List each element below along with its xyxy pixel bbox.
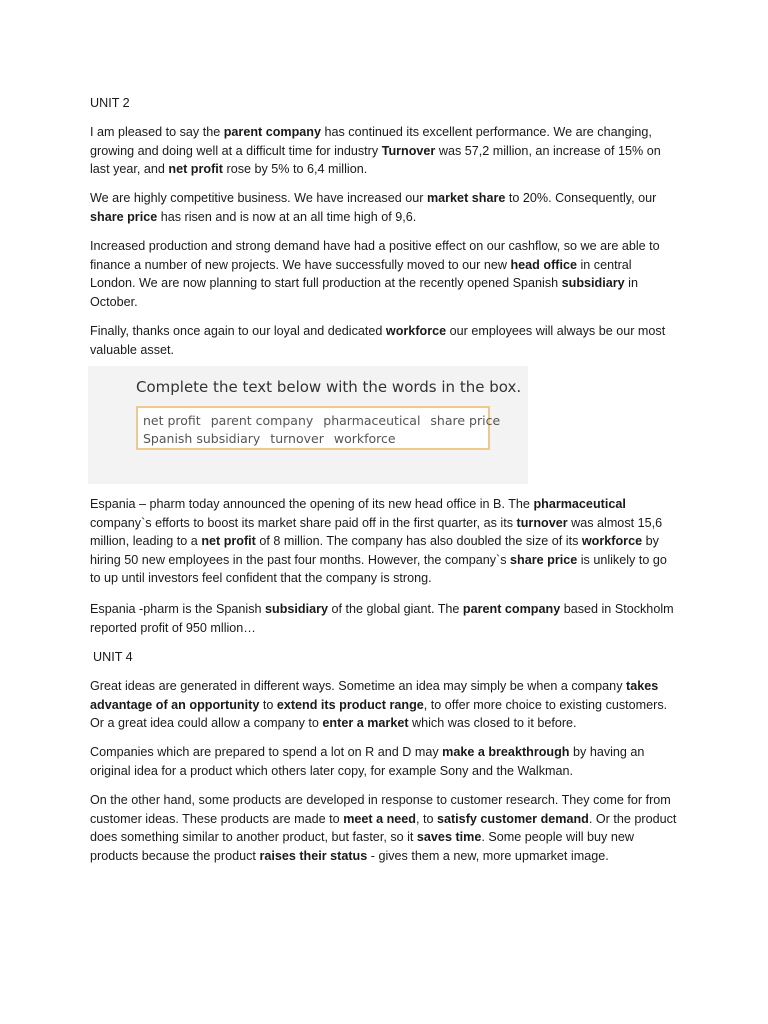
- key-term: enter a market: [322, 716, 409, 731]
- text: to: [259, 697, 277, 712]
- text: - gives them a new, more upmarket image.: [367, 848, 609, 863]
- key-term: saves time: [416, 830, 482, 845]
- text: based in Stockholm reported profit of 950 mllion…: [90, 602, 674, 635]
- word-box: [136, 406, 501, 450]
- text: , to: [415, 811, 437, 826]
- key-term: share price: [90, 209, 158, 224]
- text: of 8 million. The company has also doubled the size of its: [255, 534, 582, 549]
- text: Espania -pharm is the Spanish: [90, 602, 266, 616]
- word-row: [143, 412, 501, 430]
- word-row: [143, 430, 482, 448]
- paragraph-espania-pharm: [90, 495, 680, 588]
- text: has risen and is now at an all time high of 9,6.: [157, 209, 417, 224]
- text: Great ideas are generated in different ways. Sometime an idea may simply be when a company: [90, 679, 626, 693]
- text: is unlikely to go to up until investors feel confident that the company is strong.: [90, 552, 667, 586]
- text: company`s efforts to boost its market share paid off in the first quarter, as its: [90, 515, 517, 530]
- key-term: turnover: [516, 515, 568, 530]
- unit4-heading: UNIT 4: [93, 650, 133, 664]
- key-term: Turnover: [381, 143, 436, 158]
- key-term: parent company: [223, 125, 321, 139]
- key-term: satisfy customer demand: [436, 811, 589, 826]
- text: Finally, thanks once again to our loyal and dedicated: [90, 324, 386, 338]
- exercise-title: Complete the text below with the words in the box.: [136, 378, 522, 396]
- key-term: net profit: [201, 534, 256, 549]
- key-term: make a breakthrough: [442, 745, 570, 759]
- text: in central London. We are now planning to start full production at the recently opened Spanish: [90, 257, 632, 291]
- text: to 20%. Consequently, our: [505, 191, 657, 205]
- paragraph-great-ideas: [90, 677, 680, 733]
- word-item: workforce: [333, 431, 396, 446]
- text: was 57,2 million, an increase of 15% on last year, and: [90, 143, 661, 177]
- text: Espania – pharm today announced the opening of its new head office in B. The: [90, 497, 534, 511]
- key-term: pharmaceutical: [533, 497, 626, 511]
- key-term: takes advantage of an opportunity: [90, 679, 659, 712]
- text: . Some people will buy new products because the product: [90, 830, 634, 863]
- word-item: share price: [430, 413, 501, 428]
- paragraph-production: [90, 237, 680, 311]
- paragraph-market-share: [90, 189, 680, 226]
- word-item: turnover: [270, 431, 324, 446]
- text: We are highly competitive business. We have increased our: [90, 191, 427, 205]
- key-term: parent company: [462, 602, 561, 616]
- paragraph-subsidiary: [90, 600, 680, 637]
- text: Increased production and strong demand have had a positive effect on our cashflow, so we are able to finance a number of new projects. We have successfully moved to our new: [90, 239, 660, 272]
- paragraph-performance: [90, 123, 680, 179]
- key-term: market share: [426, 191, 506, 205]
- word-item: Spanish subsidiary: [143, 431, 261, 446]
- text: has continued its excellent performance. We are changing, growing and doing well at a difficult time for industry: [90, 125, 652, 158]
- key-term: workforce: [385, 324, 447, 338]
- text: which was closed to it before.: [408, 716, 577, 731]
- key-term: subsidiary: [561, 276, 625, 291]
- key-term: share price: [510, 552, 578, 567]
- text: . Or the product does something similar to another product, but faster, so it: [90, 811, 677, 845]
- key-term: extend its product range: [276, 697, 424, 712]
- text: I am pleased to say the: [90, 125, 224, 139]
- text: in October.: [90, 276, 638, 309]
- text: , to offer more choice to existing customers. Or a great idea could allow a company to: [90, 697, 668, 731]
- text: Companies which are prepared to spend a lot on R and D may: [90, 745, 443, 759]
- key-term: subsidiary: [265, 602, 329, 616]
- key-term: meet a need: [343, 811, 416, 826]
- paragraph-breakthrough: [90, 743, 680, 780]
- text: by having an original idea for a product which others later copy, for example Sony and the Walkman.: [90, 745, 645, 778]
- key-term: raises their status: [259, 848, 368, 863]
- exercise-image: [88, 366, 528, 484]
- text: On the other hand, some products are developed in response to customer research. They come for from customer ideas. These products are made to: [90, 793, 671, 826]
- paragraph-customer-research: [90, 791, 680, 865]
- text: rose by 5% to 6,4 million.: [223, 162, 368, 177]
- word-item: net profit: [143, 413, 201, 428]
- word-item: pharmaceutical: [323, 413, 421, 428]
- key-term: net profit: [168, 162, 223, 177]
- text: our employees will always be our most valuable asset.: [90, 324, 666, 357]
- key-term: head office: [510, 257, 577, 272]
- text: by hiring 50 new employees in the past four months. However, the company`s: [90, 534, 659, 567]
- paragraph-workforce: [90, 322, 680, 359]
- text: of the global giant. The: [328, 602, 463, 616]
- word-item: parent company: [210, 413, 314, 428]
- key-term: workforce: [581, 534, 643, 549]
- text: was almost 15,6 million, leading to a: [90, 515, 663, 549]
- unit2-heading: UNIT 2: [90, 96, 130, 110]
